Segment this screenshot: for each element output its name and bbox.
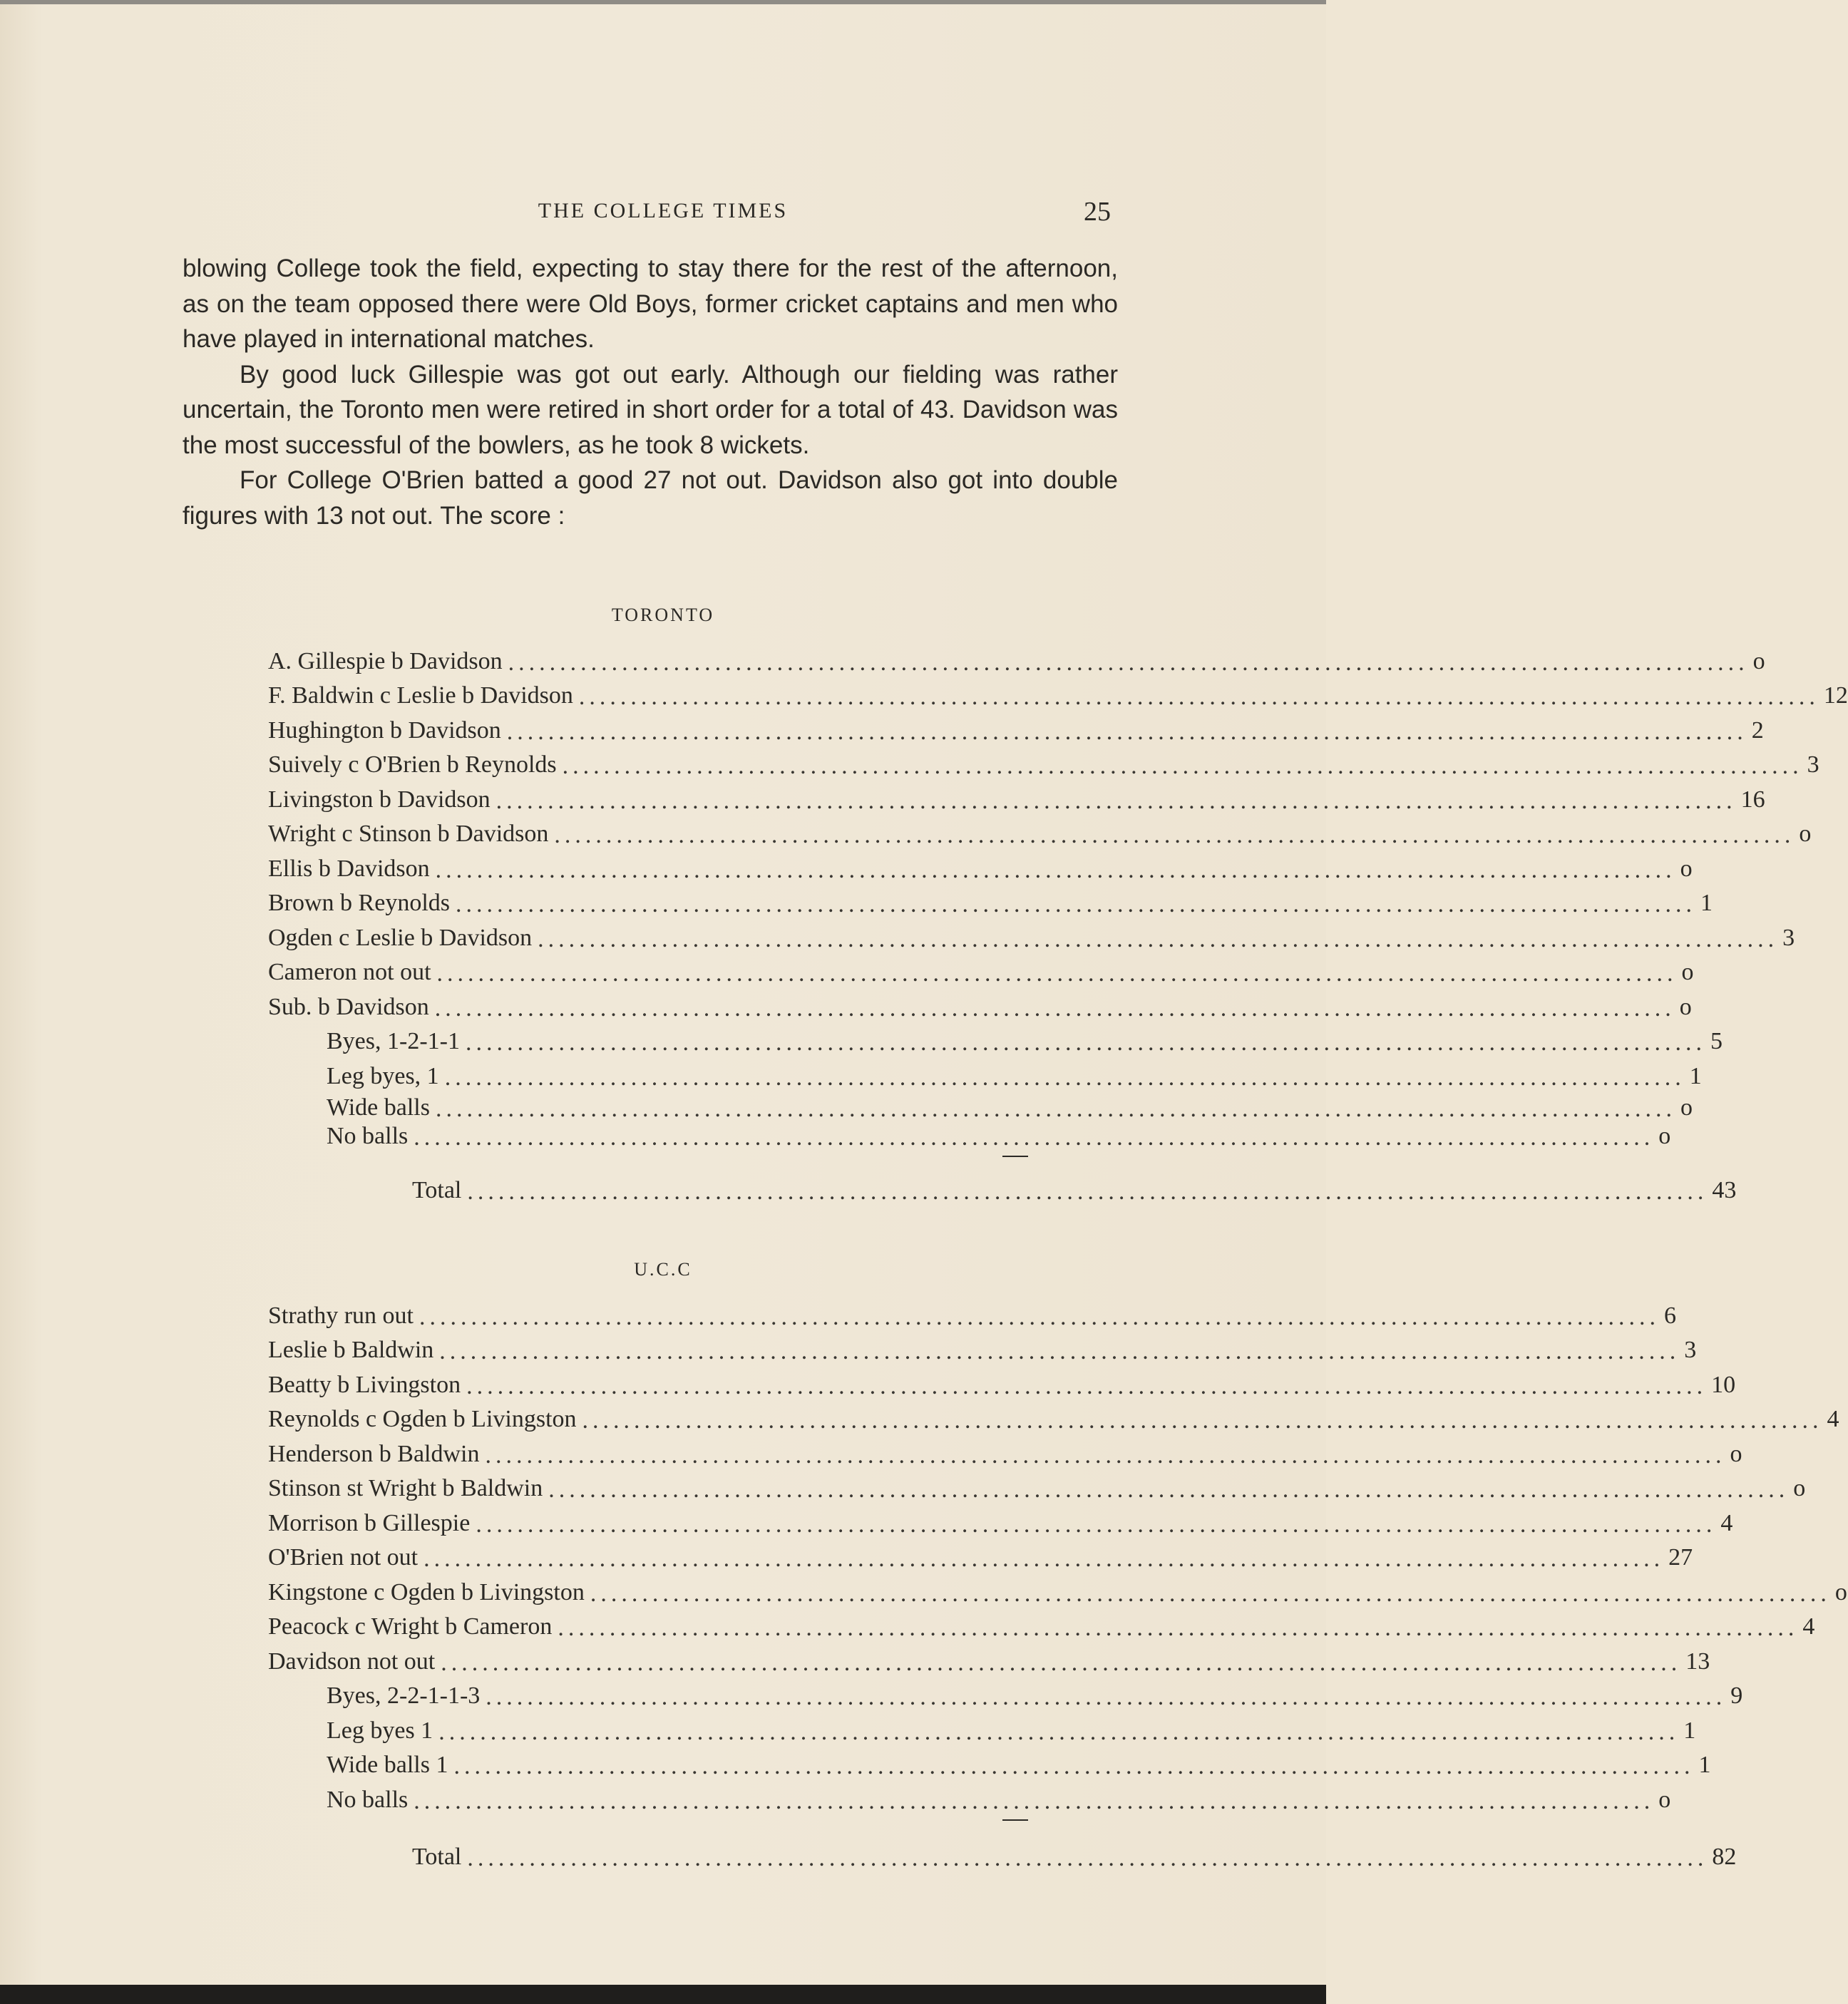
paragraph-2: By good luck Gillespie was got out early. Although our fielding was rather uncertain, the Toronto men were retired in short order for a total of 43. Davidson was the most successful of the bowlers, as he took 8 wickets. [183, 360, 1118, 459]
runs: o [1730, 1440, 1742, 1467]
batting-row [268, 744, 1819, 779]
page-header [0, 196, 1326, 232]
extras-row [268, 1055, 1702, 1091]
runs: 13 [1685, 1648, 1710, 1675]
runs: 3 [1782, 924, 1795, 951]
runs: 5 [1710, 1028, 1723, 1054]
batsman-entry: Hughington b Davidson [268, 716, 501, 744]
extras-row [268, 1710, 1696, 1745]
extras-row [268, 1744, 1711, 1779]
dot-leader: ........................................................................................................................ [435, 856, 1676, 883]
runs: 3 [1684, 1337, 1697, 1363]
runs: o [1799, 821, 1812, 847]
runs: o [1834, 1578, 1847, 1605]
batting-row [268, 917, 1795, 952]
dot-leader: ........................................................................................................................ [590, 1580, 1831, 1607]
batsman-entry: Leslie b Baldwin [268, 1337, 434, 1363]
dot-leader: ........................................................................................................................ [434, 995, 1675, 1022]
batting-row [268, 1640, 1710, 1676]
runs: 6 [1663, 1302, 1676, 1329]
extras-entry: Leg byes, 1 [327, 1062, 439, 1089]
batting-row [268, 1606, 1815, 1641]
batsman-entry: Davidson not out [268, 1648, 436, 1675]
runs: o [1680, 1094, 1693, 1121]
dot-leader: ........................................................................................................................ [467, 1178, 1708, 1205]
batting-row [268, 779, 1765, 814]
batting-row [268, 1364, 1736, 1399]
runs: o [1658, 1122, 1671, 1149]
scorecard-ucc [268, 1295, 1847, 1871]
batsman-entry: Kingstone c Ogden b Livingston [268, 1578, 585, 1605]
batting-row [268, 848, 1693, 883]
page-number: 25 [1084, 197, 1111, 227]
total-runs: 43 [1712, 1177, 1737, 1203]
page-bottom-edge [0, 1985, 1326, 2004]
article-body [183, 251, 1118, 533]
batting-row [268, 1502, 1733, 1538]
batsman-entry: Reynolds c Ogden b Livingston [268, 1406, 577, 1432]
batsman-entry: Cameron not out [268, 959, 431, 985]
total-row [268, 1836, 1737, 1871]
runs: 27 [1668, 1544, 1693, 1571]
scorecard-title-toronto: TORONTO [611, 605, 715, 625]
runs: 9 [1730, 1682, 1743, 1709]
runs: 10 [1711, 1371, 1736, 1398]
batsman-entry: Beatty b Livingston [268, 1371, 461, 1398]
batting-row [268, 1399, 1839, 1434]
batsman-entry: Livingston b Davidson [268, 786, 491, 813]
total-label: Total [412, 1844, 462, 1870]
batsman-entry: A. Gillespie b Davidson [268, 647, 503, 674]
batting-row [268, 813, 1812, 848]
extras-row [268, 1779, 1671, 1814]
dot-leader: ........................................................................................................................ [496, 787, 1737, 814]
batting-row [268, 675, 1848, 710]
runs: 12 [1823, 682, 1848, 709]
extras-row [268, 1675, 1743, 1710]
batsman-entry: O'Brien not out [268, 1544, 419, 1571]
runs: 4 [1827, 1406, 1839, 1432]
dot-leader: ........................................................................................................................ [466, 1372, 1708, 1399]
dot-leader: ........................................................................................................................ [467, 1845, 1708, 1871]
batting-row [268, 1295, 1676, 1330]
extras-row [268, 1021, 1723, 1056]
dot-leader: ........................................................................................................................ [476, 1511, 1717, 1538]
batting-row [268, 1537, 1693, 1572]
dot-leader: ........................................................................................................................ [562, 753, 1803, 779]
batsman-entry: Stinson st Wright b Baldwin [268, 1475, 543, 1501]
page-top-edge [0, 0, 1326, 4]
batting-row [268, 1571, 1847, 1607]
dot-leader: ........................................................................................................................ [436, 960, 1678, 987]
scorecard-toronto [268, 640, 1848, 1205]
total-runs: 82 [1712, 1844, 1737, 1870]
batsman-entry: Morrison b Gillespie [268, 1509, 471, 1536]
dot-leader: ........................................................................................................................ [506, 718, 1747, 745]
extras-entry: Byes, 2-2-1-1-3 [327, 1682, 481, 1709]
runs: o [1679, 993, 1692, 1020]
dot-leader: ........................................................................................................................ [582, 1407, 1823, 1434]
runs: 3 [1807, 751, 1819, 778]
runs: 1 [1683, 1717, 1696, 1744]
total-rule [268, 1150, 1030, 1170]
paragraph-1: blowing College took the field, expecting to stay there for the rest of the afternoon, as on the team opposed there were Old Boys, former cricket captains and men who have played in international matches. [183, 255, 1118, 353]
runs: o [1793, 1475, 1806, 1501]
dot-leader: ........................................................................................................................ [485, 1442, 1726, 1469]
runs: o [1658, 1786, 1671, 1813]
batting-row [268, 1468, 1806, 1503]
batsman-entry: Wright c Stinson b Davidson [268, 821, 549, 847]
dot-leader: ........................................................................................................................ [441, 1649, 1682, 1676]
batsman-entry: Brown b Reynolds [268, 890, 450, 916]
extras-entry: No balls [327, 1786, 409, 1813]
batting-row [268, 640, 1765, 676]
extras-entry: Byes, 1-2-1-1 [327, 1028, 460, 1054]
runs: 16 [1740, 786, 1765, 813]
dot-leader: ........................................................................................................................ [419, 1303, 1660, 1330]
dot-leader: ........................................................................................................................ [435, 1095, 1676, 1122]
extras-entry: Wide balls [327, 1094, 430, 1121]
dot-leader: ........................................................................................................................ [438, 1718, 1680, 1745]
batting-row [268, 883, 1713, 918]
dot-leader: ........................................................................................................................ [444, 1064, 1685, 1091]
batsman-entry: Strathy run out [268, 1302, 414, 1329]
total-row [268, 1170, 1737, 1205]
runs: o [1681, 959, 1694, 985]
runs: 4 [1802, 1613, 1815, 1640]
dot-leader: ........................................................................................................................ [414, 1787, 1655, 1814]
dot-leader: ........................................................................................................................ [554, 822, 1795, 848]
batsman-entry: Sub. b Davidson [268, 993, 429, 1020]
batsman-entry: Henderson b Baldwin [268, 1440, 480, 1467]
running-title: THE COLLEGE TIMES [538, 199, 789, 222]
extras-entry: Wide balls 1 [327, 1752, 448, 1778]
dot-leader: ........................................................................................................................ [486, 1684, 1727, 1710]
batsman-entry: Ogden c Leslie b Davidson [268, 924, 533, 951]
dot-leader: ........................................................................................................................ [439, 1338, 1680, 1365]
batting-row [268, 952, 1694, 987]
batting-row [268, 1433, 1742, 1469]
runs: 2 [1751, 716, 1764, 744]
dot-leader: ........................................................................................................................ [578, 684, 1819, 710]
runs: 1 [1698, 1752, 1711, 1778]
runs: 4 [1720, 1509, 1733, 1536]
batting-row [268, 1330, 1697, 1365]
extras-entry: No balls [327, 1122, 409, 1149]
dot-leader: ........................................................................................................................ [538, 925, 1779, 952]
scorecard-title-ucc: U.C.C [634, 1259, 692, 1280]
batting-row [268, 709, 1764, 745]
dot-leader: ........................................................................................................................ [456, 891, 1696, 918]
dot-leader: ........................................................................................................................ [465, 1029, 1706, 1056]
batsman-entry: Peacock c Wright b Cameron [268, 1613, 553, 1640]
dot-leader: ........................................................................................................................ [423, 1546, 1665, 1572]
extras-row [268, 1121, 1671, 1151]
runs: o [1752, 647, 1765, 674]
batsman-entry: F. Baldwin c Leslie b Davidson [268, 682, 573, 709]
total-label: Total [412, 1177, 462, 1203]
total-rule [268, 1814, 1030, 1836]
dot-leader: ........................................................................................................................ [453, 1753, 1695, 1779]
runs: 1 [1700, 890, 1713, 916]
batsman-entry: Suively c O'Brien b Reynolds [268, 751, 557, 778]
runs: o [1680, 855, 1693, 882]
batting-row [268, 986, 1692, 1022]
dot-leader: ........................................................................................................................ [558, 1615, 1799, 1641]
extras-row [268, 1090, 1693, 1122]
paragraph-3: For College O'Brien batted a good 27 not out. Davidson also got into double figures with 13 not out. The score : [183, 466, 1118, 530]
batsman-entry: Ellis b Davidson [268, 855, 430, 882]
extras-entry: Leg byes 1 [327, 1717, 433, 1744]
dot-leader: ........................................................................................................................ [508, 649, 1749, 676]
runs: 1 [1689, 1062, 1702, 1089]
dot-leader: ........................................................................................................................ [414, 1124, 1655, 1151]
dot-leader: ........................................................................................................................ [548, 1476, 1790, 1503]
